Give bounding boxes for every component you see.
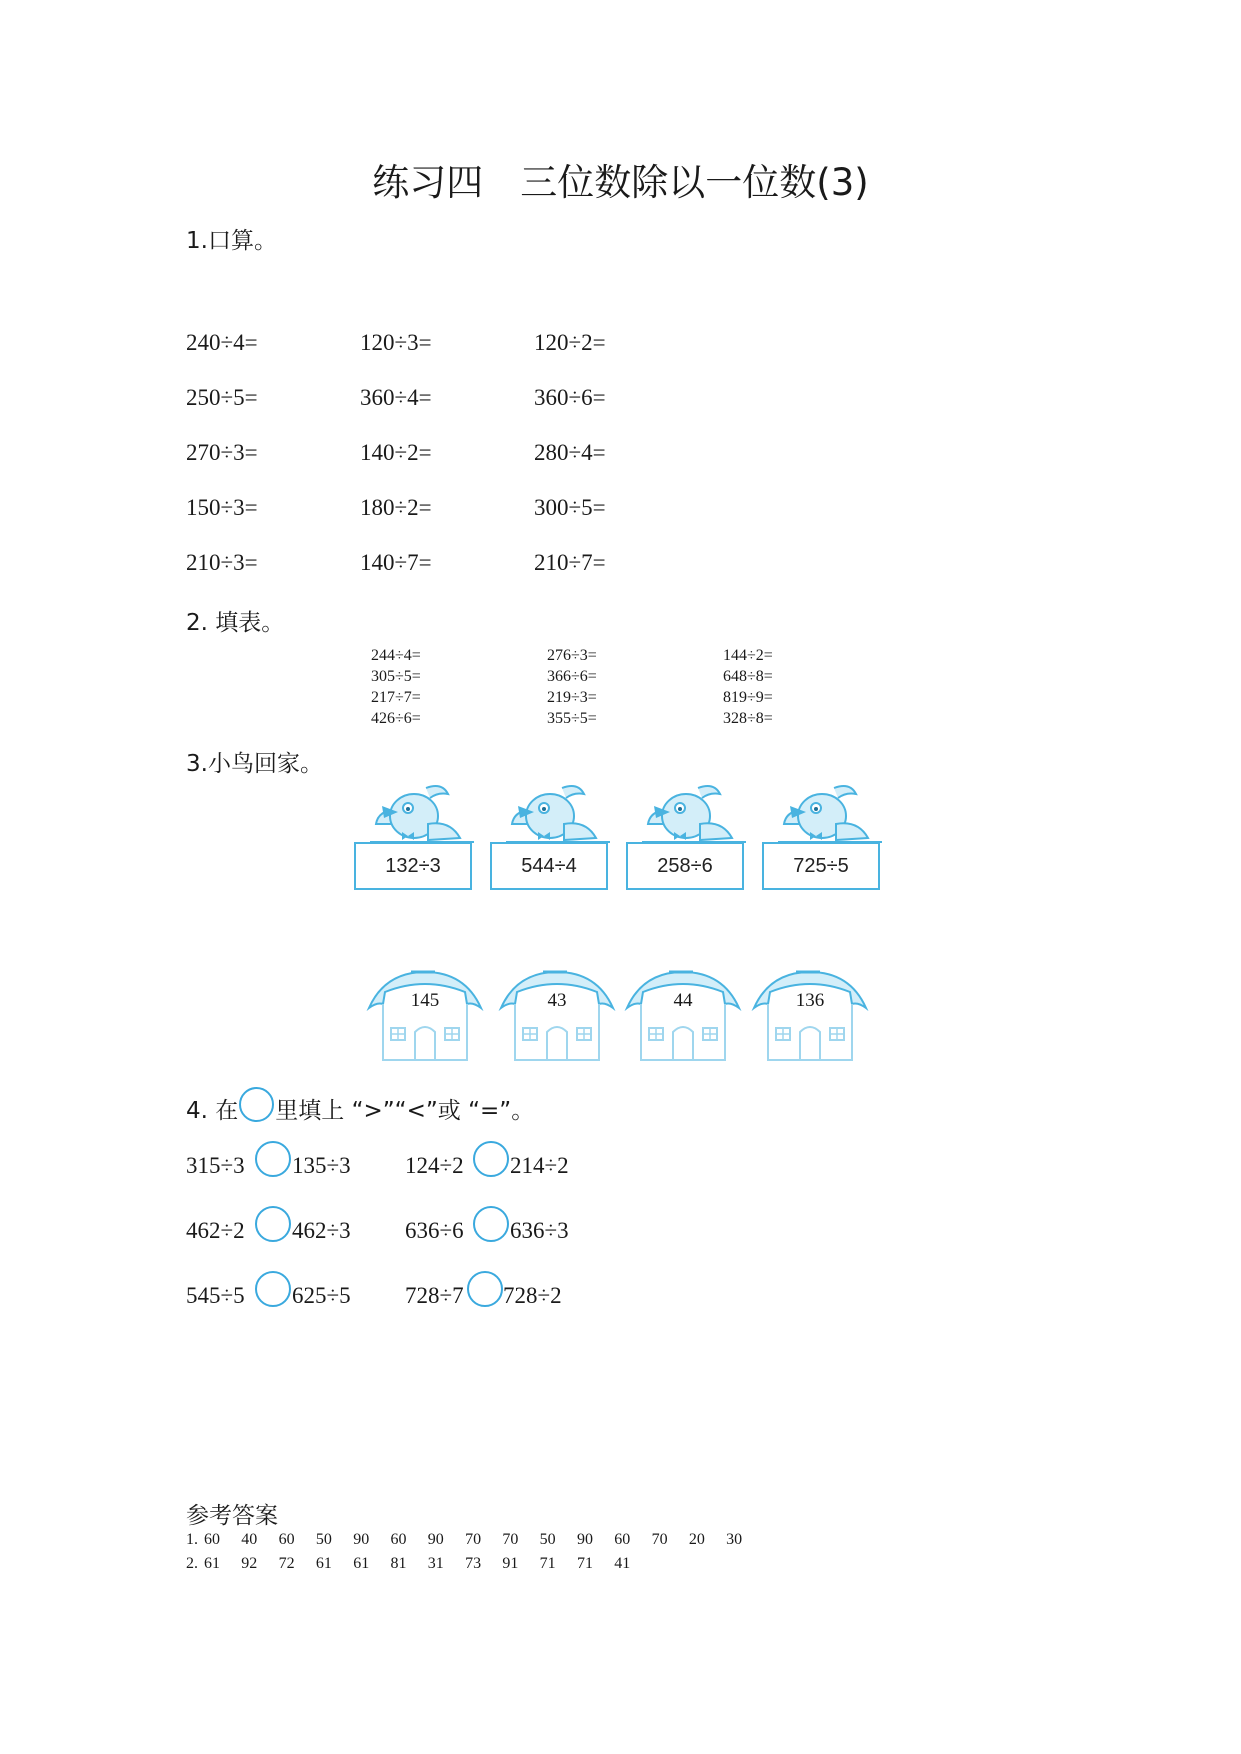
- answers-line-label: 2.: [186, 1555, 198, 1572]
- bird-expression: 132÷3: [354, 842, 472, 890]
- compare-right: 728÷2: [503, 1283, 562, 1308]
- page-title: 练习四 三位数除以一位数(3): [372, 161, 869, 204]
- compare-left: 545÷5: [186, 1283, 245, 1308]
- answer-value: 20: [688, 1531, 705, 1548]
- answer-value: 31: [427, 1555, 444, 1572]
- table-cell: 244÷4=: [371, 647, 421, 664]
- house: [497, 968, 617, 1063]
- calc-item: 150÷3=: [186, 495, 258, 520]
- answer-value: 71: [539, 1555, 556, 1572]
- table-cell: 217÷7=: [371, 689, 421, 706]
- house-number: 43: [547, 990, 567, 1011]
- house: [623, 968, 743, 1063]
- compare-left: 124÷2: [405, 1153, 464, 1178]
- table-cell: 366÷6=: [547, 668, 597, 685]
- section-4-heading: [186, 1087, 534, 1125]
- table-cell: 819÷9=: [723, 689, 773, 706]
- calc-item: 240÷4=: [186, 330, 258, 355]
- compare-circle-blank[interactable]: [473, 1206, 509, 1242]
- table-cell: 219÷3=: [547, 689, 597, 706]
- calc-item: 210÷7=: [534, 550, 606, 575]
- table-cell: 426÷6=: [371, 710, 421, 727]
- compare-circle-blank[interactable]: [467, 1271, 503, 1307]
- compare-left: 636÷6: [405, 1218, 464, 1243]
- answer-value: 60: [204, 1531, 220, 1548]
- answer-value: 60: [390, 1531, 407, 1548]
- compare-left: 462÷2: [186, 1218, 245, 1243]
- answer-value: 71: [576, 1555, 593, 1572]
- answer-value: 60: [278, 1531, 295, 1548]
- table-cell: 328÷8=: [723, 710, 773, 727]
- compare-circle-blank[interactable]: [473, 1141, 509, 1177]
- answer-value: 40: [241, 1531, 258, 1548]
- compare-left: 728÷7: [405, 1283, 464, 1308]
- calc-item: 140÷2=: [360, 440, 432, 465]
- house-icon: [497, 968, 617, 1063]
- house-number: 145: [410, 990, 440, 1011]
- house-icon: [750, 968, 870, 1063]
- compare-left: 315÷3: [186, 1153, 245, 1178]
- bird-expression: 258÷6: [626, 842, 744, 890]
- house-icon: [365, 968, 485, 1063]
- calc-item: 300÷5=: [534, 495, 606, 520]
- table-cell: 276÷3=: [547, 647, 597, 664]
- table-column: [371, 645, 421, 729]
- calc-item: 210÷3=: [186, 550, 258, 575]
- calc-item: 180÷2=: [360, 495, 432, 520]
- table-column: [547, 645, 597, 729]
- answer-value: 92: [241, 1555, 258, 1572]
- section-3-heading: 3.小鸟回家。: [186, 751, 323, 777]
- answers-line-1: [186, 1531, 763, 1549]
- section-2-heading: 2. 填表。: [186, 610, 285, 636]
- compare-right: 214÷2: [510, 1153, 569, 1178]
- calc-item: 360÷4=: [360, 385, 432, 410]
- bird-icon: [776, 780, 886, 846]
- bird-expression: 544÷4: [490, 842, 608, 890]
- answer-value: 91: [502, 1555, 519, 1572]
- compare-circle-blank[interactable]: [255, 1206, 291, 1242]
- circle-icon: [239, 1087, 274, 1122]
- calc-item: 120÷3=: [360, 330, 432, 355]
- answer-value: 90: [353, 1531, 370, 1548]
- compare-right: 462÷3: [292, 1218, 351, 1243]
- answer-value: 50: [315, 1531, 332, 1548]
- answer-value: 61: [353, 1555, 370, 1572]
- table-cell: 305÷5=: [371, 668, 421, 685]
- section-1-heading: 1.口算。: [186, 228, 277, 254]
- compare-right: 625÷5: [292, 1283, 351, 1308]
- answer-value: 72: [278, 1555, 295, 1572]
- table-cell: 648÷8=: [723, 668, 773, 685]
- compare-circle-blank[interactable]: [255, 1271, 291, 1307]
- answer-value: 60: [614, 1531, 631, 1548]
- answers-heading: 参考答案: [186, 1503, 278, 1529]
- bird-icon: [368, 780, 478, 846]
- answer-value: 81: [390, 1555, 407, 1572]
- house-icon: [623, 968, 743, 1063]
- calc-item: 140÷7=: [360, 550, 432, 575]
- calc-item: 280÷4=: [534, 440, 606, 465]
- section-4-heading-post: 里填上 “>”“<”或 “=”。: [275, 1098, 535, 1124]
- answer-value: 90: [427, 1531, 444, 1548]
- table-column: [723, 645, 773, 729]
- compare-right: 135÷3: [292, 1153, 351, 1178]
- bird-icon: [640, 780, 750, 846]
- section-4-heading-pre: 4. 在: [186, 1098, 239, 1124]
- bird-expression: 725÷5: [762, 842, 880, 890]
- answer-value: 70: [502, 1531, 519, 1548]
- calc-item: 360÷6=: [534, 385, 606, 410]
- house: [750, 968, 870, 1063]
- compare-right: 636÷3: [510, 1218, 569, 1243]
- house-number: 136: [795, 990, 825, 1011]
- table-cell: 144÷2=: [723, 647, 773, 664]
- calc-item: 120÷2=: [534, 330, 606, 355]
- house-number: 44: [673, 990, 693, 1011]
- bird-icon: [504, 780, 614, 846]
- answer-value: 73: [465, 1555, 482, 1572]
- answer-value: 70: [651, 1531, 668, 1548]
- answer-value: 61: [204, 1555, 220, 1572]
- calc-item: 250÷5=: [186, 385, 258, 410]
- house: [365, 968, 485, 1063]
- answer-value: 90: [576, 1531, 593, 1548]
- calc-item: 270÷3=: [186, 440, 258, 465]
- answer-value: 50: [539, 1531, 556, 1548]
- answer-value: 41: [614, 1555, 631, 1572]
- answer-value: 61: [315, 1555, 332, 1572]
- compare-circle-blank[interactable]: [255, 1141, 291, 1177]
- answer-value: 70: [465, 1531, 482, 1548]
- answers-line-label: 1.: [186, 1531, 198, 1548]
- table-cell: 355÷5=: [547, 710, 597, 727]
- answers-line-2: [186, 1555, 652, 1573]
- answer-value: 30: [726, 1531, 743, 1548]
